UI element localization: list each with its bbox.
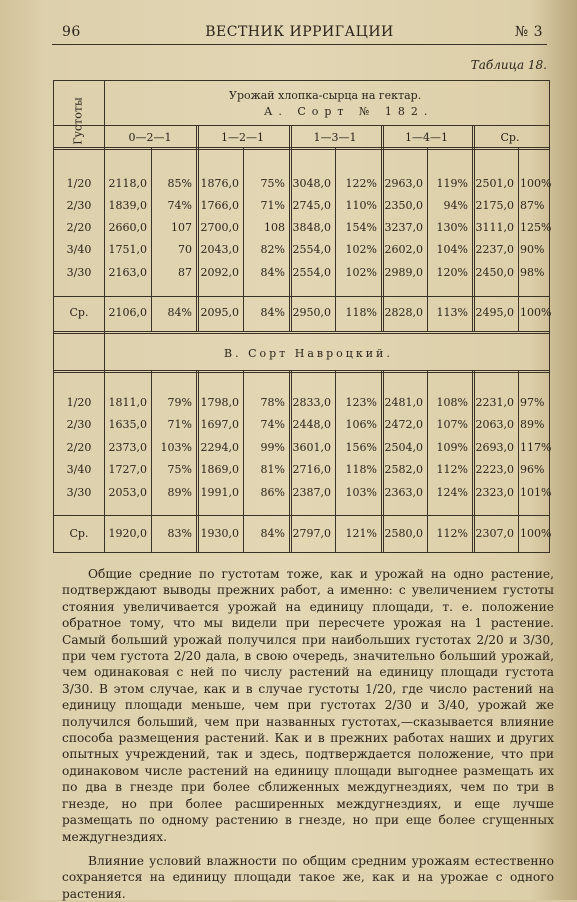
- row-a-2-value: 2175,0: [475, 199, 514, 212]
- avg-row-b-percent: 112%: [436, 527, 468, 540]
- row-a-3-percent: 130%: [436, 221, 468, 234]
- row-b-4-percent: 75%: [167, 463, 192, 476]
- row-a-1-value: 2501,0: [475, 177, 514, 190]
- row-a-2-percent: 94%: [443, 199, 468, 212]
- row-a-5-percent: 87: [178, 266, 192, 279]
- row-a-4-value: 2043,0: [200, 243, 239, 256]
- table-column-rule: [104, 81, 105, 552]
- section-a-title: А. Сорт № 182.: [264, 105, 434, 118]
- table-column-rule: [427, 370, 428, 552]
- row-a-2-percent: 74%: [167, 199, 192, 212]
- row-a-2-percent: 110%: [345, 199, 377, 212]
- table-column-rule: [335, 370, 336, 552]
- row-b-4-value: 2716,0: [292, 463, 331, 476]
- row-b-2-percent: 71%: [167, 418, 192, 431]
- avg-row-a-value: 2950,0: [292, 306, 331, 319]
- row-a-1-percent: 85%: [167, 177, 192, 190]
- avg-row-b-value: 2797,0: [292, 527, 331, 540]
- row-b-4-density: 3/40: [66, 463, 92, 476]
- row-b-5-percent: 89%: [167, 486, 192, 499]
- avg-row-a-value: 2106,0: [108, 306, 147, 319]
- column-header-3: 1—3—1: [313, 131, 357, 144]
- row-a-3-percent: 125%: [520, 221, 552, 234]
- row-b-2-value: 1697,0: [200, 418, 239, 431]
- page-header: [52, 22, 547, 45]
- data-table: [53, 80, 550, 553]
- row-a-1-percent: 119%: [436, 177, 468, 190]
- row-b-2-value: 2448,0: [292, 418, 331, 431]
- avg-row-b-percent: 83%: [167, 527, 192, 540]
- row-a-2-value: 2745,0: [292, 199, 331, 212]
- row-b-5-value: 2363,0: [384, 486, 423, 499]
- row-b-5-value: 1991,0: [200, 486, 239, 499]
- row-b-1-percent: 123%: [345, 396, 377, 409]
- row-b-3-value: 2294,0: [200, 441, 239, 454]
- row-a-4-value: 2554,0: [292, 243, 331, 256]
- row-a-5-percent: 84%: [260, 266, 285, 279]
- avg-row-b-percent: 84%: [260, 527, 285, 540]
- row-a-4-percent: 82%: [260, 243, 285, 256]
- row-a-2-value: 1766,0: [200, 199, 239, 212]
- row-a-1-value: 1876,0: [200, 177, 239, 190]
- avg-row-b-percent: 100%: [520, 527, 552, 540]
- row-a-5-percent: 98%: [520, 266, 545, 279]
- avg-row-a-percent: 118%: [345, 306, 377, 319]
- row-b-2-percent: 89%: [520, 418, 545, 431]
- row-b-5-percent: 86%: [260, 486, 285, 499]
- avg-row-b-value: 2307,0: [475, 527, 514, 540]
- paragraph-2: Влияние условий влажности по общим средним урожаям естественно сохраняется на единицу площади такое же, как и на урожае с одного растения.: [62, 853, 554, 901]
- row-a-3-value: 3111,0: [475, 221, 514, 234]
- table-rule: [54, 331, 549, 334]
- row-a-1-percent: 122%: [345, 177, 377, 190]
- row-a-3-percent: 108: [264, 221, 285, 234]
- row-a-3-value: 2700,0: [200, 221, 239, 234]
- row-a-3-value: 2660,0: [108, 221, 147, 234]
- row-b-3-value: 3601,0: [292, 441, 331, 454]
- row-b-5-value: 2323,0: [475, 486, 514, 499]
- table-column-rule: [243, 370, 244, 552]
- row-a-2-percent: 71%: [260, 199, 285, 212]
- row-b-1-percent: 78%: [260, 396, 285, 409]
- row-a-5-value: 2163,0: [108, 266, 147, 279]
- row-a-2-value: 1839,0: [108, 199, 147, 212]
- row-a-1-density: 1/20: [66, 177, 92, 190]
- row-a-2-density: 2/30: [66, 199, 92, 212]
- row-a-2-value: 2350,0: [384, 199, 423, 212]
- table-title: Урожай хлопка-сырца на гектар.: [229, 89, 422, 102]
- row-a-3-value: 3848,0: [292, 221, 331, 234]
- avg-row-b-percent: 121%: [345, 527, 377, 540]
- row-a-1-percent: 75%: [260, 177, 285, 190]
- column-header-4: 1—4—1: [405, 131, 448, 144]
- row-b-4-percent: 81%: [260, 463, 285, 476]
- column-header-5: Ср.: [500, 131, 520, 144]
- row-b-2-value: 1635,0: [108, 418, 147, 431]
- row-a-4-value: 2237,0: [475, 243, 514, 256]
- row-b-3-value: 2693,0: [475, 441, 514, 454]
- row-a-4-percent: 90%: [520, 243, 545, 256]
- column-header-1: 0—2—1: [128, 131, 172, 144]
- row-a-4-value: 1751,0: [108, 243, 147, 256]
- row-b-2-value: 2472,0: [384, 418, 423, 431]
- row-a-4-percent: 104%: [436, 243, 468, 256]
- row-a-5-percent: 102%: [345, 266, 377, 279]
- row-a-3-percent: 107: [171, 221, 192, 234]
- avg-row-a-density: Ср.: [69, 306, 89, 319]
- avg-row-a-percent: 100%: [520, 306, 552, 319]
- row-b-4-percent: 96%: [520, 463, 545, 476]
- row-b-3-density: 2/20: [66, 441, 92, 454]
- density-column-header: Густоты: [71, 97, 85, 145]
- avg-row-b-value: 1930,0: [200, 527, 239, 540]
- table-column-rule: [335, 147, 336, 331]
- row-a-5-value: 2554,0: [292, 266, 331, 279]
- row-b-4-percent: 112%: [436, 463, 468, 476]
- row-a-1-value: 2963,0: [384, 177, 423, 190]
- avg-row-a-value: 2828,0: [384, 306, 423, 319]
- row-b-2-percent: 106%: [345, 418, 377, 431]
- avg-row-a-value: 2095,0: [200, 306, 239, 319]
- row-b-5-percent: 124%: [436, 486, 468, 499]
- row-b-4-value: 2582,0: [384, 463, 423, 476]
- journal-title: ВЕСТНИК ИРРИГАЦИИ: [205, 24, 394, 40]
- row-a-5-density: 3/30: [66, 266, 92, 279]
- row-b-3-percent: 99%: [260, 441, 285, 454]
- row-a-3-percent: 154%: [345, 221, 377, 234]
- row-b-5-value: 2053,0: [108, 486, 147, 499]
- row-b-4-value: 1727,0: [108, 463, 147, 476]
- page-number: 96: [62, 24, 81, 40]
- row-b-2-percent: 107%: [436, 418, 468, 431]
- row-b-2-density: 2/30: [66, 418, 92, 431]
- table-column-rule: [151, 370, 152, 552]
- table-column-rule: [151, 147, 152, 331]
- row-b-1-percent: 97%: [520, 396, 545, 409]
- row-b-3-percent: 109%: [436, 441, 468, 454]
- row-b-5-percent: 101%: [520, 486, 552, 499]
- row-a-4-percent: 102%: [345, 243, 377, 256]
- avg-row-b-value: 2580,0: [384, 527, 423, 540]
- row-b-3-value: 2373,0: [108, 441, 147, 454]
- row-a-3-value: 3237,0: [384, 221, 423, 234]
- table-column-rule: [427, 147, 428, 331]
- column-header-2: 1—2—1: [221, 131, 264, 144]
- row-b-5-percent: 103%: [345, 486, 377, 499]
- row-b-1-percent: 79%: [167, 396, 192, 409]
- row-b-1-percent: 108%: [436, 396, 468, 409]
- table-column-rule: [518, 147, 519, 331]
- row-a-1-value: 3048,0: [292, 177, 331, 190]
- row-a-4-percent: 70: [178, 243, 192, 256]
- row-b-1-value: 1798,0: [200, 396, 239, 409]
- avg-row-b-value: 1920,0: [108, 527, 147, 540]
- row-b-1-value: 2481,0: [384, 396, 423, 409]
- section-b-title: В. Сорт Навроцкий.: [224, 347, 393, 360]
- row-b-5-density: 3/30: [66, 486, 92, 499]
- row-b-4-value: 1869,0: [200, 463, 239, 476]
- row-b-3-percent: 117%: [520, 441, 552, 454]
- row-b-2-value: 2063,0: [475, 418, 514, 431]
- table-column-rule: [243, 147, 244, 331]
- row-a-4-density: 3/40: [66, 243, 92, 256]
- row-a-5-value: 2450,0: [475, 266, 514, 279]
- row-b-1-value: 1811,0: [108, 396, 147, 409]
- row-b-4-value: 2223,0: [475, 463, 514, 476]
- issue-number: № 3: [514, 24, 543, 40]
- row-a-3-density: 2/20: [66, 221, 92, 234]
- body-text: [62, 566, 554, 902]
- table-column-rule: [518, 370, 519, 552]
- row-a-5-percent: 120%: [436, 266, 468, 279]
- row-a-2-percent: 87%: [520, 199, 545, 212]
- row-a-5-value: 2989,0: [384, 266, 423, 279]
- row-a-4-value: 2602,0: [384, 243, 423, 256]
- avg-row-a-percent: 113%: [436, 306, 468, 319]
- row-a-5-value: 2092,0: [200, 266, 239, 279]
- row-b-2-percent: 74%: [260, 418, 285, 431]
- row-b-5-value: 2387,0: [292, 486, 331, 499]
- row-b-3-percent: 103%: [160, 441, 192, 454]
- avg-row-a-value: 2495,0: [475, 306, 514, 319]
- row-a-1-value: 2118,0: [108, 177, 147, 190]
- row-b-3-percent: 156%: [345, 441, 377, 454]
- row-b-1-value: 2833,0: [292, 396, 331, 409]
- row-b-4-percent: 118%: [345, 463, 377, 476]
- avg-row-a-percent: 84%: [167, 306, 192, 319]
- table-caption: Таблица 18.: [470, 58, 547, 72]
- row-b-1-value: 2231,0: [475, 396, 514, 409]
- row-a-1-percent: 100%: [520, 177, 552, 190]
- row-b-1-density: 1/20: [66, 396, 92, 409]
- row-b-3-value: 2504,0: [384, 441, 423, 454]
- paragraph-1: Общие средние по густотам тоже, как и урожай на одно растение, подтверждают выводы прежних работ, а именно: с увеличением густоты стояния увеличивается урожай на единицу площади, т. е. положение обратное тому, что мы видели при пересчете урожая на 1 растение. Самый больший урожай получился при наибольших густотах 2/20 и 3/30, при чем густота 2/20 дала, в свою очередь, значительно больший урожай, чем одинаковая с ней по числу растений на единицу площади густота 3/30. В этом случае, как и в случае густоты 1/20, где число растений на единицу площади меньше, чем при густотах 2/30 и 3/40, урожай же получился больший, чем при названных густотах,—сказывается влияние способа размещения растений. Как и в прежних работах наших и других опытных учреждений, так и здесь, подтверждается положение, что при одинаковом числе растений на единицу площади выгоднее размещать их по два в гнезде при более сближенных междугнездиях, чем по три в гнезде, но при более расширенных междугнездиях, и еще лучше размещать по одному растению в гнезде, но при еще более сгущенных междугнездиях.: [62, 567, 554, 844]
- avg-row-b-density: Ср.: [69, 527, 89, 540]
- avg-row-a-percent: 84%: [260, 306, 285, 319]
